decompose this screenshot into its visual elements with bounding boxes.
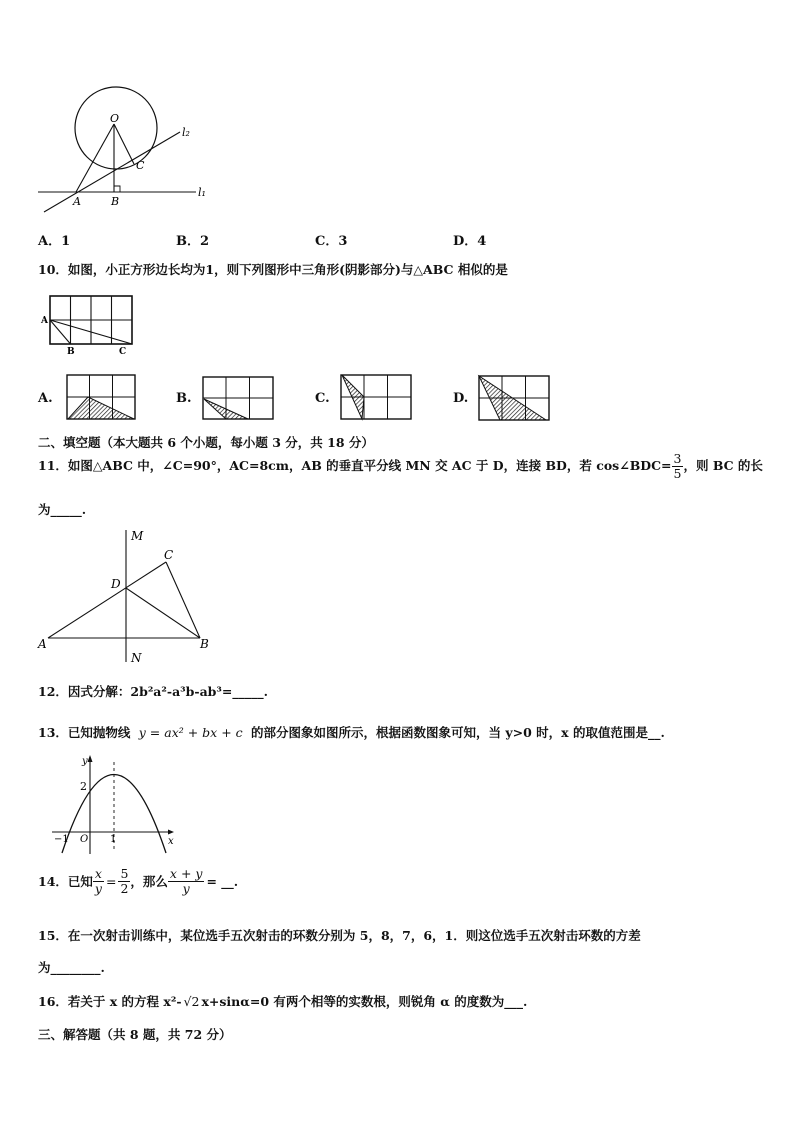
q14-equals: = xyxy=(105,873,117,889)
q11-seg-AC xyxy=(48,562,166,638)
section-3-heading: 三、解答题（共 8 题，共 72 分） xyxy=(38,1027,232,1042)
q14-fraction-xy-over-y: $\frac{x + y}{y}$ xyxy=(169,865,203,896)
q13-label-2: 2 xyxy=(80,780,87,793)
q10-option-d-label[interactable]: D. xyxy=(453,391,469,406)
q9-label-A: A xyxy=(73,195,81,208)
q11-figure xyxy=(36,526,214,666)
q11-stem-part2: ，则 BC 的长 xyxy=(683,458,763,473)
q11-stem-line2: 为_____. xyxy=(38,502,87,517)
q9-option-a[interactable]: A．1 xyxy=(38,234,71,249)
q11-label-M: M xyxy=(131,529,144,543)
q11-stem-part1: 11．如图△ABC 中，∠C=90°，AC=8cm，AB 的垂直平分线 MN 交 AC 于 D，连接 BD，若 cos∠BDC= xyxy=(38,458,672,473)
q14-fraction-5-over-2: $\frac{5}{2}$ xyxy=(120,865,129,896)
q9-label-B: B xyxy=(111,195,120,208)
q13-label-y: y xyxy=(82,756,88,767)
q16-sqrt: √2 xyxy=(183,994,200,1009)
q13-stem-part2: 的部分图象如图所示，根据函数图象可知，当 y>0 时，x 的取值范围是__. xyxy=(251,725,665,740)
q12-stem: 12．因式分解：2b²a²-a³b-ab³=_____. xyxy=(38,684,268,699)
q10-option-c-label[interactable]: C. xyxy=(315,391,330,406)
q10-ref-seg-AB xyxy=(50,320,71,344)
q14-mid: ，那么 xyxy=(130,874,168,889)
q13-stem xyxy=(38,723,665,741)
q11-fraction: $\frac{3}{5}$ xyxy=(673,451,682,481)
q10-option-c-figure[interactable] xyxy=(338,371,414,425)
q13-label-1: 1 xyxy=(110,834,117,845)
q16-part1: 16．若关于 x 的方程 x²- xyxy=(38,994,182,1009)
q10-option-d-figure[interactable] xyxy=(476,372,552,426)
q11-stem-line1 xyxy=(38,452,763,481)
q9-option-b[interactable]: B．2 xyxy=(176,234,210,249)
q13-formula: y = ax² + bx + c xyxy=(138,725,243,740)
q10-option-a-figure[interactable] xyxy=(64,373,138,425)
q10-reference-figure xyxy=(38,292,138,358)
q11-label-N: N xyxy=(131,651,142,665)
q9-label-O: O xyxy=(110,112,120,125)
q13-stem-part1: 13．已知抛物线 xyxy=(38,725,131,740)
section-2-heading: 二、填空题（本大题共 6 个小题，每小题 3 分，共 18 分） xyxy=(38,435,374,450)
q13-label-O: O xyxy=(80,834,89,845)
q10-option-b-figure[interactable] xyxy=(200,373,276,425)
q10-stem: 10．如图，小正方形边长均为1，则下列图形中三角形(阴影部分)与△ABC 相似的是 xyxy=(38,262,508,277)
q9-label-C: C xyxy=(136,159,145,172)
q13-graph xyxy=(48,752,180,856)
q16-part2: x+sinα=0 有两个相等的实数根，则锐角 α 的度数为___. xyxy=(201,994,528,1009)
q9-option-d[interactable]: D．4 xyxy=(453,234,487,249)
q9-label-l2: l₂ xyxy=(182,126,190,139)
q14-fraction-x-over-y: $\frac{x}{y}$ xyxy=(94,865,102,896)
q11-label-A: A xyxy=(38,637,47,651)
q13-label-x: x xyxy=(168,836,174,847)
q11-label-D: D xyxy=(111,577,121,591)
q14-prefix: 14．已知 xyxy=(38,874,93,889)
q13-label-minus1: −1 xyxy=(54,834,69,845)
q9-right-angle-mark xyxy=(114,186,120,192)
q10-ref-label-C: C xyxy=(119,347,127,357)
q10-option-a-label[interactable]: A. xyxy=(38,391,53,406)
q15-line1: 15．在一次射击训练中，某位选手五次射击的环数分别为 5，8，7，6，1．则这位选手五次射击环数的方差 xyxy=(38,928,641,943)
q14-stem xyxy=(38,866,238,896)
q10-ref-label-A: A xyxy=(41,316,48,326)
q10-ref-label-B: B xyxy=(67,347,75,357)
q11-label-C: C xyxy=(164,548,174,562)
q10-option-b-label[interactable]: B. xyxy=(176,391,192,406)
q11-label-B: B xyxy=(200,637,209,651)
q9-label-l1: l₁ xyxy=(198,186,206,199)
q15-line2: 为________. xyxy=(38,960,105,975)
q9-seg-OC xyxy=(114,124,134,164)
q9-option-c[interactable]: C．3 xyxy=(315,234,348,249)
q14-suffix: = __. xyxy=(206,873,239,889)
q9-figure xyxy=(30,72,230,222)
q16-stem xyxy=(38,992,527,1010)
